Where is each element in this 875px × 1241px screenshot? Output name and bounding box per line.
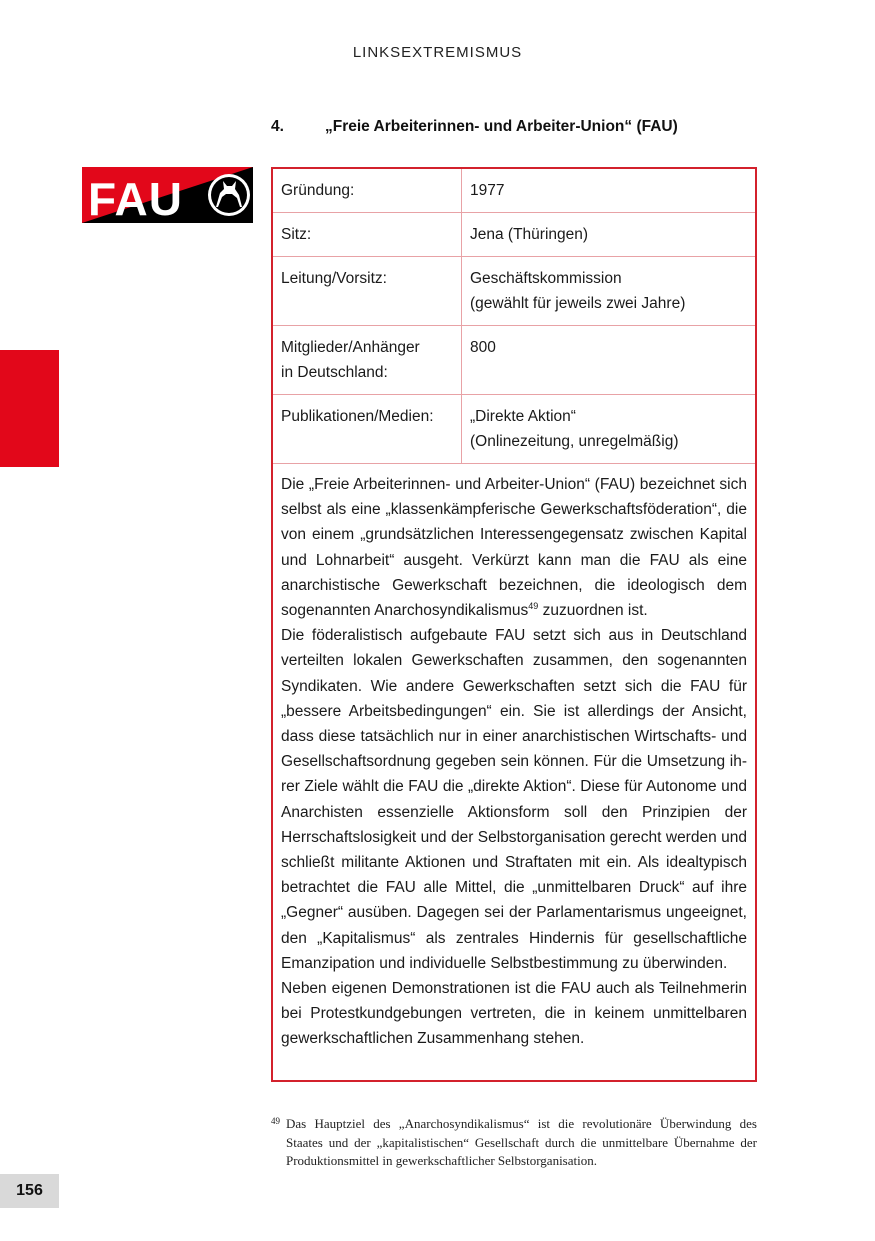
table-row (273, 326, 755, 395)
section-number: 4. (271, 118, 284, 135)
fact-table (273, 169, 755, 464)
row-label-line: Mitglieder/Anhänger (281, 339, 420, 356)
fau-info-box (271, 167, 757, 1082)
paragraph: Die föderalistisch aufgebaute FAU setzt sich aus in Deutschland verteilten lokalen Gewerkschaften zusammen, den sogenannten Syndikaten. Wie andere Gewerkschaften setzt sich die FAU für „bessere Arbeitsbedingungen“ ein. Sie ist allerdings der Ansicht, dass diese tatsächlich nur in einer anarchistischen Wirtschafts- und Gesellschaftsordnung gegeben sein können. Für die Umsetzung ihrer Ziele wählt die FAU die „direkte Aktion“. Diese für Autonome und Anarchisten essenzielle Aktionsform soll den Prinzipien der Herrschaftslosigkeit und der Selbstorganisation gerecht werden und schließt militante Aktionen und Straftaten mit ein. Als idealtypisch betrachtet die FAU alle Mittel, die „unmittelbaren Druck“ auf ihre „Gegner“ ausüben. Dagegen sei der Parlamentarismus ungeeignet, den „Kapitalismus“ als zentrales Hindernis für gesellschaftliche Emanzipation und individuelle Selbstbestimmung zu überwinden. (281, 627, 747, 972)
paragraph (281, 472, 747, 623)
row-label-line: in Deutschland: (281, 364, 388, 381)
row-value: Jena (Thüringen) (462, 213, 756, 257)
row-value: 800 (462, 326, 756, 395)
table-row (273, 169, 755, 213)
table-row (273, 395, 755, 464)
section-heading (271, 118, 761, 136)
paragraph: Neben eigenen Demonstrationen ist die FAU auch als Teilnehmerin bei Protestkundgebungen vertreten, die in keinem unmittelbaren gewerkschaftlichen Zusammenhang stehen. (281, 980, 747, 1048)
row-label: Gründung: (273, 169, 462, 213)
chapter-side-tab (0, 350, 59, 467)
logo-text: FAU (88, 173, 183, 223)
footnote-reference[interactable]: 49 (528, 601, 539, 612)
row-value-line: Geschäftskommission (470, 270, 622, 287)
row-value-line: „Direkte Aktion“ (470, 408, 576, 425)
paragraph-text: zuzuordnen ist. (538, 602, 648, 620)
row-label: Leitung/Vorsitz: (273, 257, 462, 326)
table-row (273, 257, 755, 326)
fau-logo (82, 167, 253, 223)
footnote-mark: 49 (271, 1116, 280, 1126)
row-value (462, 257, 756, 326)
running-head: LINKSEXTREMISMUS (352, 44, 523, 61)
row-value (462, 395, 756, 464)
description-text (273, 464, 755, 1052)
page-number: 156 (0, 1174, 59, 1208)
footnote (271, 1115, 757, 1171)
section-title: „Freie Arbeiterinnen- und Arbeiter-Union“ (FAU) (325, 118, 678, 135)
footnote-text: Das Hauptziel des „Anarchosyndikalismus“ ist die revolutionäre Überwindung des Staates und der „kapitalistischen“ Gesellschaft durch die unmittelbare Übernahme der Produktionsmittel in gewerkschaftlicher Selbstorganisation. (286, 1116, 757, 1168)
row-value: 1977 (462, 169, 756, 213)
row-value-line: (gewählt für jeweils zwei Jahre) (470, 295, 686, 312)
table-row (273, 213, 755, 257)
row-label (273, 326, 462, 395)
paragraph-text: Die „Freie Arbeiterinnen- und Arbeiter-Union“ (FAU) bezeichnet sich selbst als eine „klassenkämpferische Gewerkschaftsföderation“, die von einem „grundsätzlichen Interessengegensatz zwischen Kapital und Lohnarbeit“ ausgeht. Verkürzt kann man die FAU als eine anarchistische Gewerkschaft bezeichnen, die ideologisch dem sogenannten Anarchosyndikalismus (281, 476, 747, 620)
row-value-line: (Onlinezeitung, unregelmäßig) (470, 433, 679, 450)
row-label: Sitz: (273, 213, 462, 257)
row-label: Publikationen/Medien: (273, 395, 462, 464)
